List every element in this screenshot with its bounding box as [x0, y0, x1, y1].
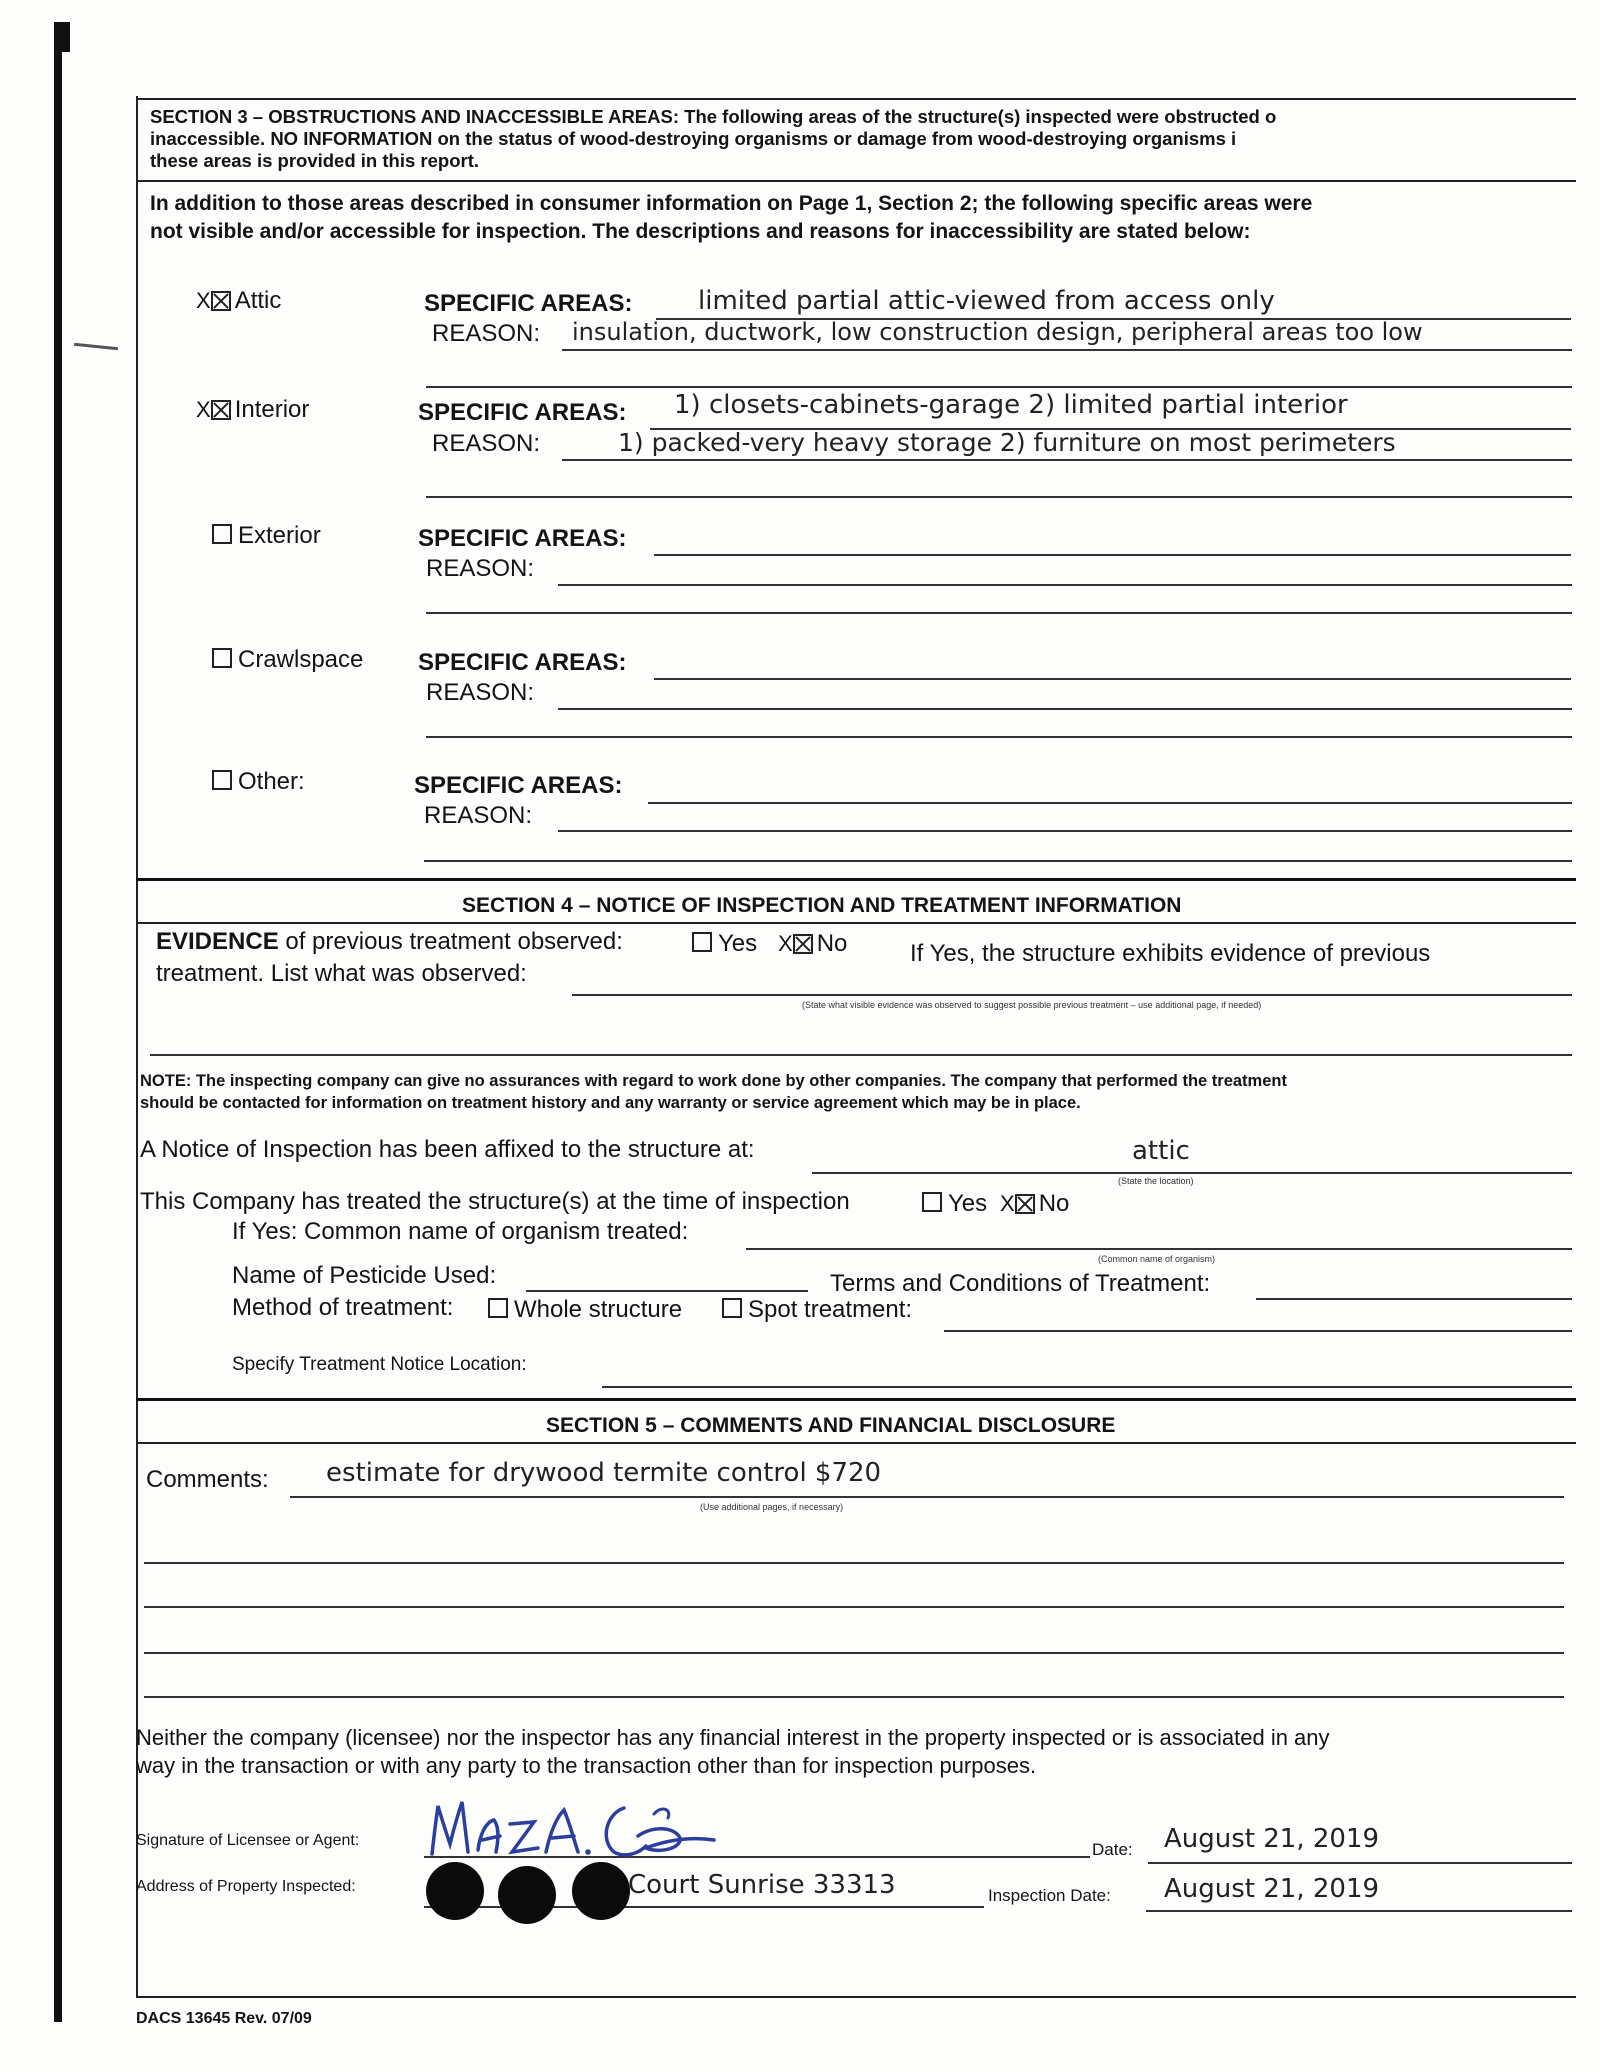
evidence-yes-checkbox[interactable]	[692, 930, 757, 958]
checkbox-attic[interactable]	[196, 287, 281, 315]
checkbox-exterior[interactable]	[212, 522, 321, 550]
interior-reason-value[interactable]: 1) packed-very heavy storage 2) furniture on most perimeters	[618, 428, 1396, 457]
notice-caption: (State the location)	[1118, 1176, 1194, 1186]
evidence-bold-label: EVIDENCE	[156, 928, 279, 955]
spot-treatment-line	[944, 1330, 1572, 1332]
spot-treatment-checkbox[interactable]	[722, 1296, 912, 1324]
section4-title-rule	[136, 922, 1576, 924]
attic-extra-line	[426, 386, 1572, 388]
comments-line-5	[144, 1696, 1564, 1698]
inspection-date-line	[1146, 1910, 1572, 1912]
evidence-yes-label: Yes	[718, 930, 758, 957]
address-value[interactable]: Court Sunrise 33313	[628, 1870, 896, 1900]
note-line2: should be contacted for information on treatment history and any warranty or service agreement which may be in place.	[140, 1094, 1081, 1112]
checkbox-other[interactable]	[212, 768, 305, 796]
notice-location-value[interactable]: attic	[1132, 1136, 1190, 1166]
organism-caption: (Common name of organism)	[1098, 1254, 1216, 1264]
section3-header-line3: these areas is provided in this report.	[150, 150, 479, 171]
checkbox-crawlspace[interactable]	[212, 646, 363, 674]
evidence-no-label: No	[816, 930, 848, 957]
whole-structure-checkbox[interactable]	[488, 1296, 682, 1324]
notice-label: A Notice of Inspection has been affixed to the structure at:	[140, 1136, 755, 1163]
crawlspace-label: Crawlspace	[238, 646, 364, 673]
section3-header-line2: inaccessible. NO INFORMATION on the status of wood-destroying organisms or damage from wood-destroying organisms i	[150, 128, 1237, 149]
comments-line-4	[144, 1652, 1564, 1654]
checked-box-icon: X	[1000, 1191, 1035, 1217]
treated-no-checkbox[interactable]	[1000, 1190, 1069, 1218]
redaction-mark	[498, 1866, 556, 1924]
evidence-no-checkbox[interactable]	[778, 930, 847, 958]
signature-label: Signature of Licensee or Agent:	[136, 1832, 360, 1849]
crawlspace-specific-label: SPECIFIC AREAS:	[418, 649, 627, 676]
attic-reason-value[interactable]: insulation, ductwork, low construction design, peripheral areas too low	[572, 318, 1423, 346]
section4-title: SECTION 4 – NOTICE OF INSPECTION AND TREATMENT INFORMATION	[462, 894, 1182, 917]
section5-top-rule	[136, 1398, 1576, 1401]
interior-label: Interior	[234, 396, 310, 423]
section3-header-rule	[136, 180, 1576, 182]
date-label: Date:	[1092, 1840, 1133, 1859]
attic-specific-value[interactable]: limited partial attic-viewed from access only	[698, 286, 1275, 316]
pesticide-label: Name of Pesticide Used:	[232, 1262, 497, 1289]
inspection-date-value[interactable]: August 21, 2019	[1164, 1874, 1380, 1904]
treatment-notice-location-label: Specify Treatment Notice Location:	[232, 1354, 527, 1375]
other-specific-label: SPECIFIC AREAS:	[414, 772, 623, 799]
exterior-reason-label: REASON:	[426, 555, 535, 582]
disclosure-text	[136, 1724, 1330, 1780]
unchecked-box-icon	[692, 932, 712, 952]
treated-yes-checkbox[interactable]	[922, 1190, 987, 1218]
interior-reason-line	[562, 459, 1572, 461]
comments-line-3	[144, 1606, 1564, 1608]
method-row	[232, 1294, 453, 1322]
organism-line	[746, 1248, 1572, 1250]
treatment-notice-location-line	[602, 1386, 1572, 1388]
terms-label: Terms and Conditions of Treatment:	[830, 1270, 1211, 1297]
section3-header	[150, 106, 1276, 172]
interior-specific-value[interactable]: 1) closets-cabinets-garage 2) limited partial interior	[674, 390, 1348, 420]
whole-structure-label: Whole structure	[514, 1296, 683, 1323]
interior-reason-label: REASON:	[432, 430, 541, 457]
comments-value[interactable]: estimate for drywood termite control $720	[326, 1458, 882, 1488]
date-line	[1148, 1862, 1572, 1864]
treated-label: This Company has treated the structure(s) at the time of inspection	[140, 1188, 850, 1215]
unchecked-box-icon	[212, 648, 232, 668]
spot-treatment-label: Spot treatment:	[748, 1296, 913, 1323]
section5-title-rule	[136, 1442, 1576, 1444]
unchecked-box-icon	[212, 770, 232, 790]
exterior-label: Exterior	[238, 522, 321, 549]
crawlspace-specific-line	[654, 678, 1571, 680]
comments-label: Comments:	[146, 1466, 269, 1493]
scan-mark	[74, 343, 118, 351]
organism-label: If Yes: Common name of organism treated:	[232, 1218, 689, 1245]
evidence-row	[156, 928, 623, 956]
unchecked-box-icon	[212, 524, 232, 544]
exterior-reason-line	[558, 584, 1572, 586]
checked-box-icon: X	[778, 931, 813, 957]
interior-extra-line	[426, 496, 1572, 498]
comments-caption: (Use additional pages, if necessary)	[700, 1502, 844, 1512]
redaction-mark	[572, 1862, 630, 1920]
evidence-extra-line	[150, 1054, 1572, 1056]
note-line1: NOTE: The inspecting company can give no assurances with regard to work done by other companies. The company that performed the treatment	[140, 1072, 1287, 1090]
section3-intro-line2: not visible and/or accessible for inspection. The descriptions and reasons for inaccessibility are stated below:	[150, 220, 1251, 243]
checked-box-icon: X	[196, 288, 231, 314]
terms-line	[1256, 1298, 1572, 1300]
comments-line-2	[144, 1562, 1564, 1564]
other-reason-line	[558, 830, 1572, 832]
attic-specific-label: SPECIFIC AREAS:	[424, 290, 633, 317]
treated-yes-label: Yes	[948, 1190, 988, 1217]
comments-line	[290, 1496, 1564, 1498]
pesticide-line	[526, 1290, 808, 1292]
evidence-list-line	[572, 994, 1572, 996]
unchecked-box-icon	[488, 1298, 508, 1318]
section3-intro	[150, 190, 1312, 246]
section4-top-rule	[136, 878, 1576, 881]
exterior-specific-line	[654, 554, 1571, 556]
attic-label: Attic	[234, 287, 282, 314]
other-specific-line	[648, 802, 1572, 804]
evidence-caption: (State what visible evidence was observed to suggest possible previous treatment – use additional page, if needed)	[802, 1000, 1262, 1010]
crawlspace-reason-line	[558, 708, 1572, 710]
checkbox-interior[interactable]	[196, 396, 309, 424]
footer-rule	[136, 1996, 1576, 1998]
exterior-extra-line	[426, 612, 1572, 614]
other-label: Other:	[238, 768, 305, 795]
attic-reason-label: REASON:	[432, 320, 541, 347]
disclosure-line2: way in the transaction or with any party to the transaction other than for inspection purposes.	[136, 1753, 1037, 1778]
address-label: Address of Property Inspected:	[136, 1878, 356, 1895]
inspection-date-label: Inspection Date:	[988, 1886, 1111, 1905]
disclosure-line1: Neither the company (licensee) nor the inspector has any financial interest in the property inspected or is associated in any	[136, 1725, 1330, 1750]
scan-edge-nick	[54, 22, 70, 52]
other-extra-line	[424, 860, 1572, 862]
notice-line	[812, 1172, 1572, 1174]
unchecked-box-icon	[722, 1298, 742, 1318]
exterior-specific-label: SPECIFIC AREAS:	[418, 525, 627, 552]
evidence-list-label: treatment. List what was observed:	[156, 960, 527, 987]
date-value[interactable]: August 21, 2019	[1164, 1824, 1380, 1854]
attic-reason-line	[562, 349, 1572, 351]
interior-specific-label: SPECIFIC AREAS:	[418, 399, 627, 426]
unchecked-box-icon	[922, 1192, 942, 1212]
redaction-mark	[426, 1862, 484, 1920]
section3-header-line1: SECTION 3 – OBSTRUCTIONS AND INACCESSIBLE AREAS: The following areas of the structure(s) inspected were obstructed o	[150, 106, 1277, 127]
signature-image	[424, 1796, 744, 1862]
section3-top-rule	[136, 98, 1576, 100]
method-label: Method of treatment:	[232, 1294, 454, 1321]
section3-intro-line1: In addition to those areas described in consumer information on Page 1, Section 2; the following specific areas were	[150, 192, 1313, 215]
crawlspace-reason-label: REASON:	[426, 679, 535, 706]
treated-no-label: No	[1038, 1190, 1070, 1217]
other-reason-label: REASON:	[424, 802, 533, 829]
evidence-label: of previous treatment observed:	[285, 928, 623, 955]
section5-title: SECTION 5 – COMMENTS AND FINANCIAL DISCLOSURE	[546, 1414, 1116, 1437]
scan-edge-bar	[54, 22, 62, 2022]
form-frame	[136, 96, 1578, 1996]
form-id: DACS 13645 Rev. 07/09	[136, 2010, 312, 2027]
checked-box-icon: X	[196, 397, 231, 423]
note-block	[140, 1070, 1287, 1114]
evidence-if-yes-text: If Yes, the structure exhibits evidence of previous	[910, 940, 1431, 967]
crawlspace-extra-line	[426, 736, 1572, 738]
